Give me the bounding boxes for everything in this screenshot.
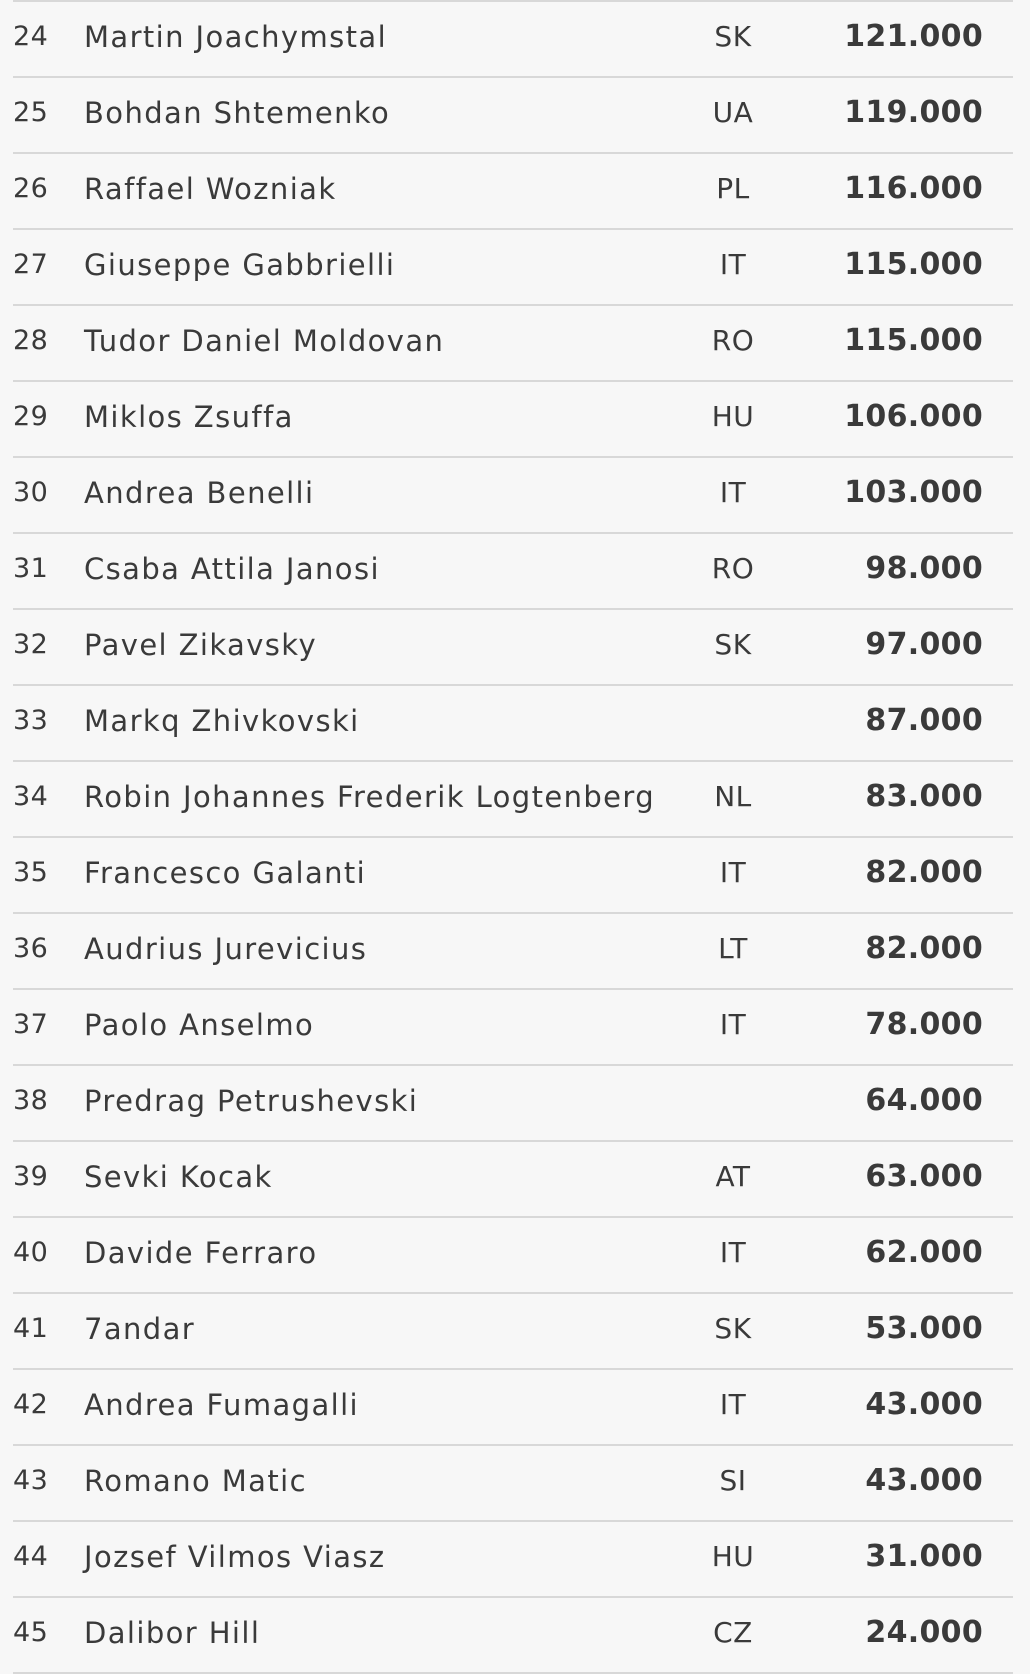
table-row (13, 230, 1013, 306)
country-code-cell: IT (719, 856, 747, 889)
table-row (13, 1142, 1013, 1218)
rank-cell: 45 (13, 1617, 49, 1648)
country-code-cell: IT (719, 1008, 747, 1041)
player-name-cell: Sevki Kocak (84, 1160, 273, 1194)
table-row (13, 458, 1013, 534)
player-name-cell: Andrea Benelli (84, 476, 315, 510)
country-code-cell: IT (719, 1388, 747, 1421)
table-row (13, 1294, 1013, 1370)
rank-cell: 33 (13, 705, 49, 736)
ranking-table (13, 0, 1013, 1674)
points-cell: 82.000 (865, 931, 983, 966)
points-cell: 63.000 (865, 1159, 983, 1194)
table-row (13, 154, 1013, 230)
rank-cell: 39 (13, 1161, 49, 1192)
rank-cell: 28 (13, 325, 49, 356)
player-name-cell: Markq Zhivkovski (84, 704, 360, 738)
points-cell: 106.000 (844, 399, 983, 434)
rank-cell: 43 (13, 1465, 49, 1496)
country-code-cell: PL (716, 172, 750, 205)
table-row (13, 1066, 1013, 1142)
player-name-cell: Tudor Daniel Moldovan (84, 324, 445, 358)
rank-cell: 27 (13, 249, 49, 280)
points-cell: 87.000 (865, 703, 983, 738)
country-code-cell: UA (712, 96, 754, 129)
player-name-cell: Audrius Jurevicius (84, 932, 368, 966)
table-row (13, 382, 1013, 458)
points-cell: 115.000 (844, 323, 983, 358)
rank-cell: 29 (13, 401, 49, 432)
points-cell: 98.000 (865, 551, 983, 586)
table-row (13, 610, 1013, 686)
country-code-cell: HU (711, 1540, 755, 1573)
country-code-cell: RO (711, 552, 755, 585)
points-cell: 64.000 (865, 1083, 983, 1118)
player-name-cell: Pavel Zikavsky (84, 628, 318, 662)
points-cell: 82.000 (865, 855, 983, 890)
table-row (13, 838, 1013, 914)
rank-cell: 41 (13, 1313, 49, 1344)
player-name-cell: Francesco Galanti (84, 856, 367, 890)
player-name-cell: Csaba Attila Janosi (84, 552, 380, 586)
points-cell: 121.000 (844, 19, 983, 54)
country-code-cell: SK (714, 20, 752, 53)
points-cell: 62.000 (865, 1235, 983, 1270)
player-name-cell: Dalibor Hill (84, 1616, 261, 1650)
rank-cell: 38 (13, 1085, 49, 1116)
country-code-cell: SI (719, 1464, 747, 1497)
table-row (13, 1218, 1013, 1294)
country-code-cell: SK (714, 1312, 752, 1345)
rank-cell: 24 (13, 21, 49, 52)
points-cell: 83.000 (865, 779, 983, 814)
player-name-cell: Predrag Petrushevski (84, 1084, 419, 1118)
country-code-cell: LT (718, 932, 748, 965)
player-name-cell: Robin Johannes Frederik Logtenberg (84, 780, 656, 814)
points-cell: 119.000 (844, 95, 983, 130)
player-name-cell: Andrea Fumagalli (84, 1388, 359, 1422)
rank-cell: 25 (13, 97, 49, 128)
player-name-cell: 7andar (84, 1312, 196, 1346)
table-row (13, 1370, 1013, 1446)
player-name-cell: Bohdan Shtemenko (84, 96, 391, 130)
rank-cell: 44 (13, 1541, 49, 1572)
player-name-cell: Paolo Anselmo (84, 1008, 315, 1042)
country-code-cell: RO (711, 324, 755, 357)
rank-cell: 35 (13, 857, 49, 888)
player-name-cell: Davide Ferraro (84, 1236, 318, 1270)
rank-cell: 40 (13, 1237, 49, 1268)
player-name-cell: Miklos Zsuffa (84, 400, 294, 434)
table-row (13, 534, 1013, 610)
country-code-cell: HU (711, 400, 755, 433)
country-code-cell: IT (719, 476, 747, 509)
table-row (13, 686, 1013, 762)
country-code-cell: SK (714, 628, 752, 661)
rank-cell: 34 (13, 781, 49, 812)
rank-cell: 30 (13, 477, 49, 508)
rank-cell: 32 (13, 629, 49, 660)
table-row (13, 762, 1013, 838)
rank-cell: 36 (13, 933, 49, 964)
table-row (13, 2, 1013, 78)
country-code-cell: IT (719, 248, 747, 281)
points-cell: 103.000 (844, 475, 983, 510)
country-code-cell: CZ (713, 1616, 753, 1649)
player-name-cell: Giuseppe Gabbrielli (84, 248, 396, 282)
rank-cell: 26 (13, 173, 49, 204)
table-row (13, 306, 1013, 382)
rank-cell: 42 (13, 1389, 49, 1420)
table-row (13, 1446, 1013, 1522)
points-cell: 24.000 (865, 1615, 983, 1650)
ranking-rows (13, 2, 1013, 1674)
country-code-cell: IT (719, 1236, 747, 1269)
player-name-cell: Jozsef Vilmos Viasz (84, 1540, 386, 1574)
points-cell: 115.000 (844, 247, 983, 282)
player-name-cell: Raffael Wozniak (84, 172, 337, 206)
country-code-cell: AT (715, 1160, 751, 1193)
points-cell: 97.000 (865, 627, 983, 662)
points-cell: 53.000 (865, 1311, 983, 1346)
rank-cell: 37 (13, 1009, 49, 1040)
table-row (13, 914, 1013, 990)
table-row (13, 990, 1013, 1066)
rank-cell: 31 (13, 553, 49, 584)
points-cell: 78.000 (865, 1007, 983, 1042)
player-name-cell: Romano Matic (84, 1464, 307, 1498)
country-code-cell: NL (714, 780, 752, 813)
table-row (13, 78, 1013, 154)
table-row (13, 1598, 1013, 1674)
table-row (13, 1522, 1013, 1598)
points-cell: 116.000 (844, 171, 983, 206)
points-cell: 31.000 (865, 1539, 983, 1574)
points-cell: 43.000 (865, 1463, 983, 1498)
points-cell: 43.000 (865, 1387, 983, 1422)
player-name-cell: Martin Joachymstal (84, 20, 388, 54)
